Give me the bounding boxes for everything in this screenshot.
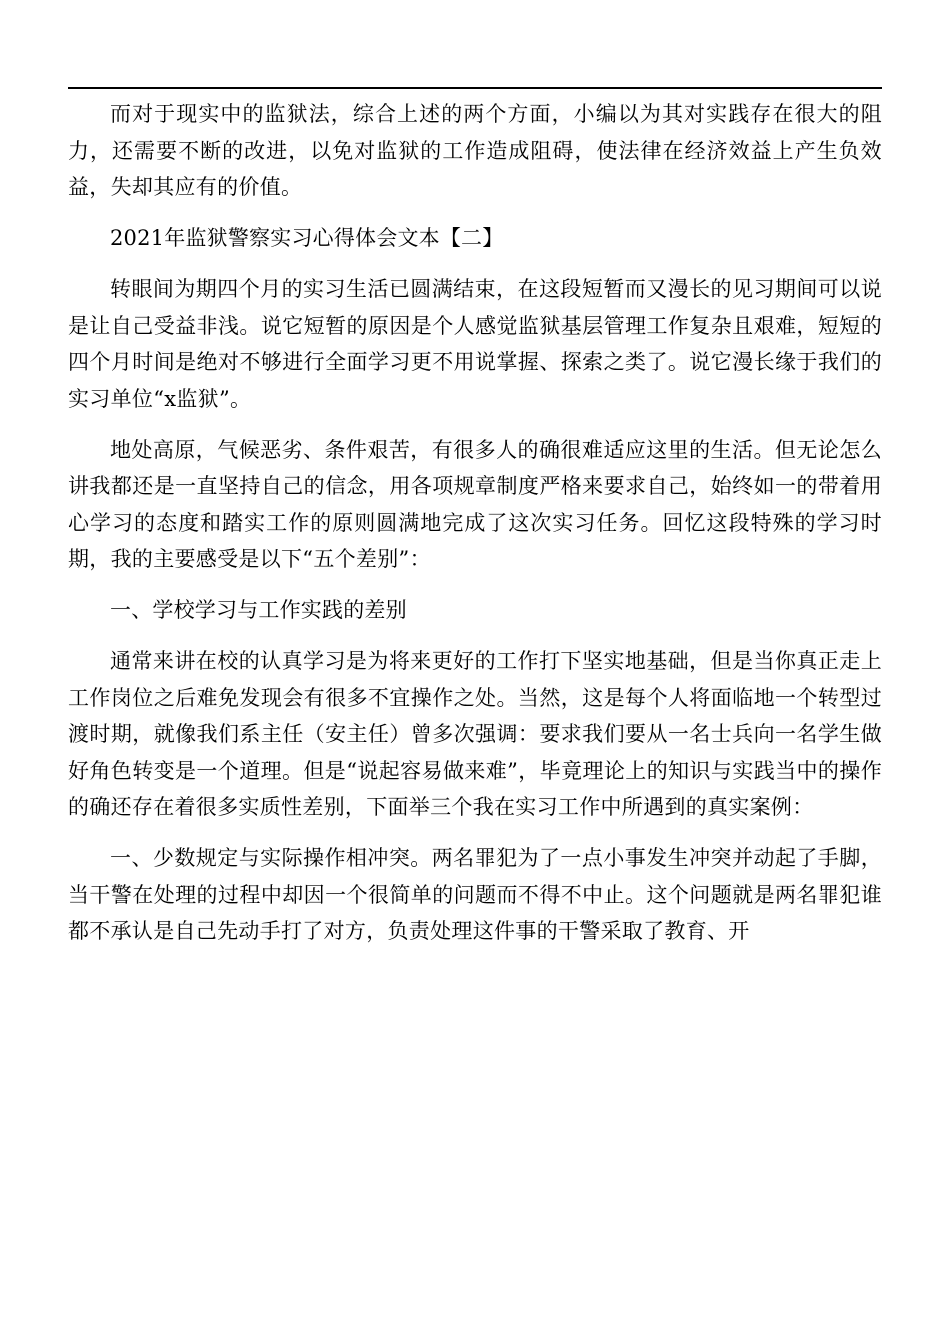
section-heading-school-vs-practice: 一、学校学习与工作实践的差别 — [110, 598, 407, 622]
paragraph-prison-law-conclusion: 而对于现实中的监狱法，综合上述的两个方面，小编以为其对实践存在很大的阻力，还需要不断的改进，以免对监狱的工作造成阻碍，使法律在经济效益上产生负效益，失却其应有的价值。 — [68, 102, 882, 199]
paragraph-plateau-conditions: 地处高原，气候恶劣、条件艰苦，有很多人的确很难适应这里的生活。但无论怎么讲我都还是一直坚持自己的信念，用各项规章制度严格来要求自己，始终如一的带着用心学习的态度和踏实工作的原则圆满地完成了这次实习任务。回忆这段特殊的学习时期，我的主要感受是以下“五个差别”： — [68, 437, 882, 571]
document-body — [68, 88, 882, 964]
paragraph-theory-vs-practice: 通常来讲在校的认真学习是为将来更好的工作打下坚实地基础，但是当你真正走上工作岗位之后难免发现会有很多不宜操作之处。当然，这是每个人将面临地一个转型过渡时期，就像我们系主任（安主任）曾多次强调：要求我们要从一名士兵向一名学生做好角色转变是一个道理。但是“说起容易做来难”，毕竟理论上的知识与实践当中的操作的确还存在着很多实质性差别，下面举三个我在实习工作中所遇到的真实案例： — [68, 649, 882, 819]
paragraph-internship-intro: 转眼间为期四个月的实习生活已圆满结束，在这段短暂而又漫长的见习期间可以说是让自己受益非浅。说它短暂的原因是个人感觉监狱基层管理工作复杂且艰难，短短的四个月时间是绝对不够进行全面学习更不用说掌握、探索之类了。说它漫长缘于我们的实习单位“x监狱”。 — [68, 277, 882, 411]
paragraph-case-one: 一、少数规定与实际操作相冲突。两名罪犯为了一点小事发生冲突并动起了手脚，当干警在处理的过程中却因一个很简单的问题而不得不中止。这个问题就是两名罪犯谁都不承认是自己先动手打了对方，负责处理这件事的干警采取了教育、开 — [68, 846, 882, 943]
section-title-part-two: 2021年监狱警察实习心得体会文本【二】 — [110, 226, 504, 250]
